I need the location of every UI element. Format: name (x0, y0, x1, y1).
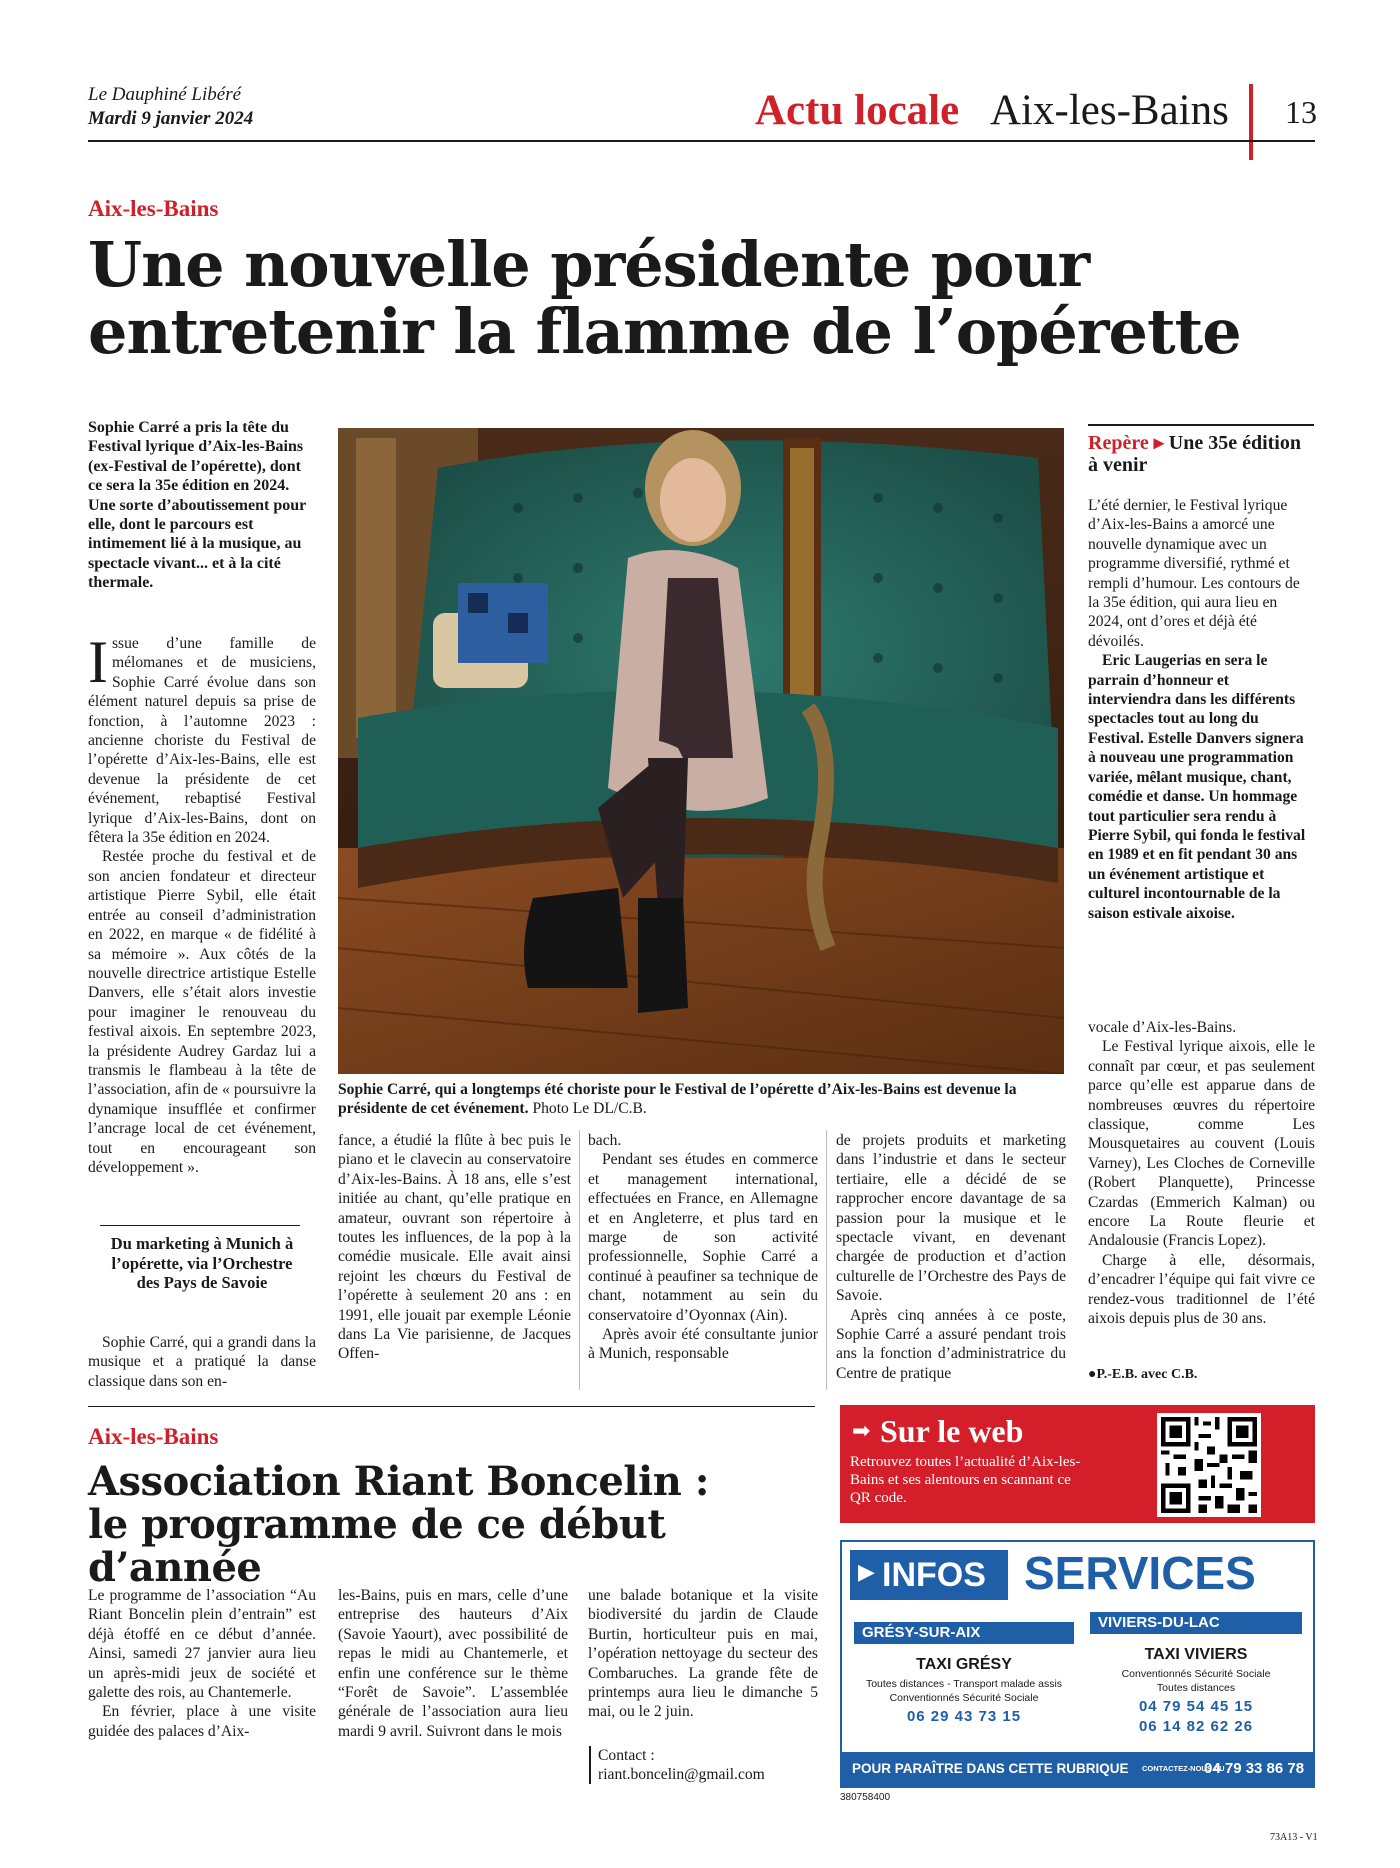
article1-col2 (338, 1131, 571, 1364)
left-town: GRÉSY-SUR-AIX (854, 1622, 1074, 1644)
article1-col5-p3: Charge à elle, désormais, d’encadrer l’équipe qui fait vivre ce rendez-vous traditionnel de l’été aixois depuis plus de 30 ans. (1088, 1251, 1315, 1328)
subhead-rule (100, 1225, 300, 1226)
article1-signature: ●P.-E.B. avec C.B. (1088, 1367, 1198, 1382)
dropcap: I (88, 629, 108, 695)
contact-bar (589, 1746, 591, 1784)
right-line2: Toutes distances (1156, 1682, 1236, 1694)
photo-credit: Photo Le DL/C.B. (532, 1100, 647, 1117)
article2-col1-p2: En février, place à une visite guidée des palaces d’Aix- (88, 1703, 316, 1740)
services-ref: 380758400 (840, 1792, 891, 1803)
article1-col4-p1: de projets produits et marketing dans l’industrie et dans le secteur tertiaire, elle a décidé de se rapprocher encore davantage de sa passion pour la musique et le spectacle vivant, en devenant chargée de production et d’action culturelle de l’Orchestre des Pays de Savoie. (836, 1132, 1066, 1305)
article1-col3-p2: Pendant ses études en commerce et management international, effectuées en France, en Allemagne et en Angleterre, et plus tard en marge de son activité professionnelle, Sophie Carré a continué à peaufiner sa technique de chant, notamment au sein du conservatoire d’Oyonnax (Ain). (588, 1151, 818, 1324)
article2-col3 (588, 1586, 818, 1722)
right-name: TAXI VIVIERS (1144, 1646, 1248, 1663)
footer-small: CONTACTEZ-NOUS AU (1142, 1764, 1225, 1773)
header-rule (88, 140, 1315, 142)
left-name: TAXI GRÉSY (916, 1656, 1012, 1673)
arrow-right-icon: ▶ (858, 1560, 875, 1585)
caption-text: Sophie Carré, qui a longtemps été choriste pour le Festival de l’opérette d’Aix-les-Bains est devenue la présidente de cet événement. (338, 1081, 1017, 1117)
publication-name: Le Dauphiné Libéré (88, 84, 242, 105)
infos-services-box (840, 1540, 1315, 1788)
photo-caption (338, 1080, 1064, 1118)
article1-headline-line1: Une nouvelle présidente pour (88, 228, 1090, 301)
article1-col2-text: fance, a étudié la flûte à bec puis le piano et le clavecin au conservatoire d’Aix-les-Bains. À 18 ans, elle s’est initiée au chant, qu’elle pratique en amateur, ouvrant son répertoire à toutes les influences, de la pop à la comédie musicale. Elle avait ainsi rejoint les chœurs du Festival de l’opérette à seulement 20 ans : en 1991, elle jouait par exemple Léonie dans La Vie parisienne, de Jacques Offen- (338, 1132, 571, 1363)
footer-phone: 04 79 33 86 78 (1204, 1760, 1305, 1777)
sidebar-rule (1088, 424, 1314, 426)
article1-kicker: Aix-les-Bains (88, 196, 219, 221)
services-footer (842, 1752, 1313, 1786)
web-title: Sur le web (880, 1413, 1024, 1449)
article1-col1-p3 (88, 1333, 316, 1391)
web-text: Retrouvez toutes l’actualité d’Aix-les-Bains et ses alentours en scannant ce QR code. (850, 1454, 1081, 1506)
article2-headline (88, 1460, 828, 1590)
article1-col4 (836, 1131, 1066, 1383)
article2-kicker: Aix-les-Bains (88, 1424, 219, 1449)
article1-col5-p1: vocale d’Aix-les-Bains. (1088, 1019, 1237, 1036)
right-phone2: 06 14 82 62 26 (1138, 1718, 1254, 1735)
article1-col4-p2: Après cinq années à ce poste, Sophie Carré a assuré pendant trois ans la fonction d’administratrice du Centre de pratique (836, 1306, 1066, 1382)
left-line2: Conventionnés Sécurité Sociale (889, 1692, 1039, 1704)
sidebar-title: Une 35e édition à venir (1088, 432, 1301, 476)
article1-col1-p2: Restée proche du festival et de son ancien fondateur et directeur artistique Pierre Sybil, elle était entrée au conseil d’administration en 2022, en marque « de fidélité à sa mémoire ». Aux côtés de la nouvelle directrice artistique Estelle Danvers, elle s’était alors investie pour imaginer le renouveau du festival aixois. En septembre 2023, la présidente Audrey Gardaz lui a transmis le flambeau à la tête de l’association, afin de « poursuivre la dynamique insufflée et confirmer l’ancrage local de cet événement, tout en encourageant son développement ». (88, 848, 316, 1176)
article1-col5 (1088, 1018, 1315, 1329)
article2-col2-text: les-Bains, puis en mars, celle d’une entreprise des hauteurs d’Aix (Savoie Yaourt), avec possibilité de repas le midi au Chantemerle, et enfin une conférence sur le thème “Forêt de Savoie”. L’assemblée générale de l’association aura lieu mardi 9 avril. Suivront dans le mois (338, 1587, 568, 1740)
issue-date: Mardi 9 janvier 2024 (88, 108, 254, 129)
infos-label: INFOS (882, 1556, 986, 1594)
article1-chapo: Sophie Carré a pris la tête du Festival lyrique d’Aix-les-Bains (ex-Festival de l’opérette), dont ce sera la 35e édition en 2024. Une sorte d’aboutissement pour elle, dont le parcours est intimement lié à la musique, au spectacle vivant... et à la cité thermale. (88, 419, 306, 592)
column-rule (826, 1130, 827, 1390)
article1-headline (88, 228, 1318, 368)
page-number: 13 (1285, 94, 1317, 130)
article1-col5-p2: Le Festival lyrique aixois, elle le connaît par cœur, et pas seulement parce qu’elle est apparue dans de nombreuses œuvres du répertoire classique, comme Les Mousquetaires au couvent (Louis Varney), Les Cloches de Corneville (Robert Planquette), Princesse Czardas (Emmerich Kalman) ou encore La Route fleurie et Andalousie (Francis Lopez). (1088, 1038, 1315, 1250)
right-line1: Conventionnés Sécurité Sociale (1121, 1668, 1271, 1680)
article2-col1 (88, 1586, 316, 1741)
sidebar-label: Repère ▸ (1088, 432, 1164, 454)
article2-headline-line1: Association Riant Boncelin : (88, 1458, 709, 1505)
article1-subhead: Du marketing à Munich à l’opérette, via l’Orchestre des Pays de Savoie (110, 1234, 294, 1293)
article1-col1 (88, 629, 316, 1177)
header-divider (1249, 84, 1253, 160)
article1-col3 (588, 1131, 818, 1364)
sidebar-body (1088, 496, 1314, 923)
left-phone: 06 29 43 73 15 (906, 1708, 1022, 1725)
right-phone1: 04 79 54 45 15 (1138, 1698, 1254, 1715)
right-town: VIVIERS-DU-LAC (1090, 1612, 1302, 1634)
article-divider (88, 1406, 815, 1407)
article1-col1-p3-text: Sophie Carré, qui a grandi dans la musique et a pratiqué la danse classique dans son en- (88, 1334, 316, 1390)
portrait-photo (338, 428, 1064, 1074)
left-line1: Toutes distances - Transport malade assis (865, 1678, 1063, 1690)
page-code: 73A13 - V1 (1270, 1832, 1318, 1843)
article2-col2 (338, 1586, 568, 1741)
sidebar-p1: L’été dernier, le Festival lyrique d’Aix-les-Bains a amorcé une nouvelle dynamique avec un programme diversifié, rythmé et rempli d’humour. Les contours de la 35e édition, qui aura lieu en 2024, ont d’ores et déjà été dévoilés. (1088, 497, 1300, 650)
article1-col1-p1: ssue d’une famille de mélomanes et de musiciens, Sophie Carré évolue dans son élément naturel depuis sa prise de fonction, à l’automne 2023 : ancienne choriste du Festival de l’opérette d’Aix-les-Bains, elle est devenue la présidente de cet événement, rebaptisé Festival lyrique d’Aix-les-Bains, dont on fêtera la 35e édition en 2024. (88, 635, 316, 847)
sidebar-p2: Eric Laugerias en sera le parrain d’honneur et interviendra dans les différents spectacles tout au long du Festival. Estelle Danvers signera à nouveau une programmation variée, mêlant musique, chant, comédie et danse. Un hommage tout particulier sera rendu à Pierre Sybil, qui fonda le festival en 1989 et en fit pendant 30 ans un événement artistique et culturel incontournable de la saison estivale aixoise. (1088, 652, 1306, 922)
section-city: Aix-les-Bains (990, 87, 1229, 134)
article2-col3-text: une balade botanique et la visite biodiversité du jardin de Claude Burtin, horticulteur puis en mai, l’opération nettoyage du secteur des Combaruches. La grande fête de printemps aura lieu le dimanche 5 mai, ou le 2 juin. (588, 1587, 818, 1721)
arrow-right-icon: ➡ (852, 1419, 871, 1444)
article1-headline-line2: entretenir la flamme de l’opérette (88, 294, 1241, 368)
qr-code-icon[interactable] (1157, 1413, 1261, 1517)
article1-col3-p3: Après avoir été consultante junior à Munich, responsable (588, 1326, 818, 1363)
column-rule (579, 1130, 580, 1390)
article2-contact: Contact : riant.boncelin@gmail.com (598, 1747, 765, 1784)
article2-headline-line2: le programme de ce début d’année (88, 1501, 666, 1592)
sidebar-heading (1088, 432, 1314, 476)
footer-main: POUR PARAÎTRE DANS CETTE RUBRIQUE (852, 1761, 1129, 1776)
photo-illustration (338, 428, 1064, 1074)
infos-badge (850, 1550, 1008, 1600)
article1-col3-p1: bach. (588, 1132, 622, 1149)
section-title: Actu locale (755, 87, 960, 134)
article2-col1-p1: Le programme de l’association “Au Riant Boncelin plein d’entrain” est déjà étoffé en ce début d’année. Ainsi, samedi 27 janvier aura lieu un après-midi jeux de société et galette des rois, au Chantemerle. (88, 1587, 316, 1702)
services-label: SERVICES (1024, 1547, 1256, 1599)
